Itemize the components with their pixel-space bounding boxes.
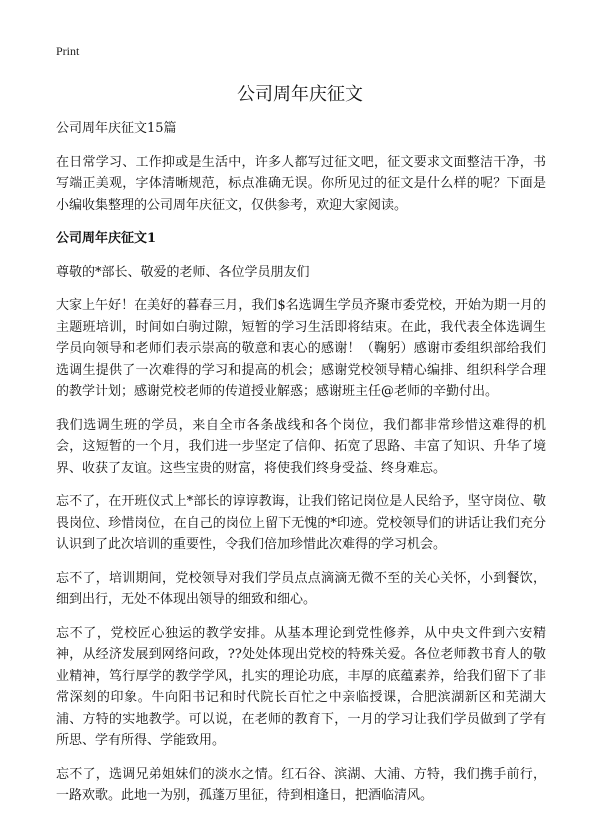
body-paragraph: 我们选调生班的学员，来自全市各条战线和各个岗位，我们都非常珍惜这难得的机会，这短暂的一个月，我们进一步坚定了信仰、拓宽了思路、丰富了知识、升华了境界、收获了友谊。这些宝贵的财富，将使我们终身受益、终身难忘。	[56, 417, 546, 476]
body-paragraph: 忘不了，在开班仪式上*部长的谆谆教诲，让我们铭记岗位是人民给予，坚守岗位、敬畏岗位、珍惜岗位，在自己的岗位上留下无愧的*印迹。党校领导们的讲话让我们充分认识到了此次培训的重要性，令我们倍加珍惜此次难得的学习机会。	[56, 494, 546, 552]
greeting-line: 尊敬的*部长、敬爱的老师、各位学员朋友们	[56, 264, 310, 280]
print-link[interactable]: Print	[56, 44, 80, 58]
section-heading: 公司周年庆征文1	[56, 231, 157, 246]
body-paragraph: 忘不了，党校匠心独运的教学安排。从基本理论到党性修养，从中央文件到六安精神，从经济发展到网络问政，??处处体现出党校的特殊关爱。各位老师教书育人的敬业精神，笃行厚学的教学学风，扎实的理论功底，丰厚的底蕴素养，给我们留下了非常深刻的印象。牛向阳书记和时代院长百忙之中亲临授课，合肥滨湖新区和芜湖大浦、方特的实地教学。可以说，在老师的教育下，一月的学习让我们学员做到了学有所思、学有所得、学能致用。	[56, 625, 546, 748]
page-title: 公司周年庆征文	[237, 84, 363, 105]
intro-paragraph: 在日常学习、工作抑或是生活中，许多人都写过征文吧，征文要求文面整洁干净，书写端正美观，字体清晰规范，标点准确无误。你所见过的征文是什么样的呢？下面是小编收集整理的公司周年庆征文，仅供参考，欢迎大家阅读。	[56, 154, 546, 213]
body-paragraph: 忘不了，培训期间，党校领导对我们学员点点滴滴无微不至的关心关怀，小到餐饮，细到出行，无处不体现出领导的细致和细心。	[56, 570, 546, 607]
article-body	[56, 118, 546, 819]
body-paragraph: 大家上午好！在美好的暮春三月，我们$名选调生学员齐聚市委党校，开始为期一月的主题班培训，时间如白驹过隙，短暂的学习生活即将结束。在此，我代表全体选调生学员向领导和老师们表示崇高的敬意和衷心的感谢！（鞠躬）感谢市委组织部给我们选调生提供了一次难得的学习和提高的机会；感谢党校领导精心编排、组织科学合理的教学计划；感谢党校老师的传道授业解惑；感谢班主任@老师的辛勤付出。	[56, 298, 546, 399]
article-subtitle: 公司周年庆征文15篇	[56, 121, 177, 136]
body-paragraph: 忘不了，选调兄弟姐妹们的淡水之情。红石谷、滨湖、大浦、方特，我们携手前行，一路欢歌。此地一为别，孤蓬万里征，待到相逢日，把酒临清风。	[56, 766, 546, 803]
